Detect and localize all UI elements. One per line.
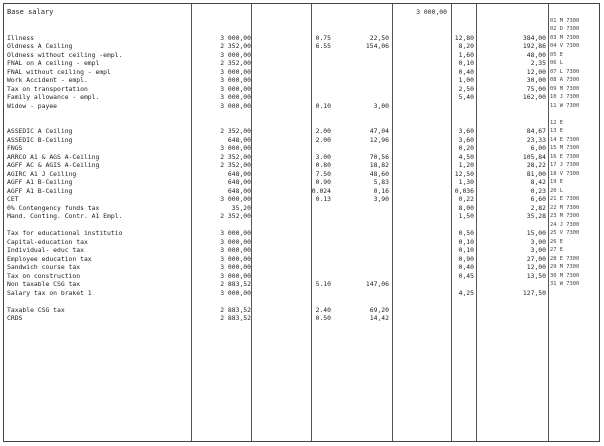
row-employer-rate: 0,10 (458, 59, 474, 67)
row-label: Widow - payee (7, 101, 58, 110)
row-employer-rate: 0,036 (454, 186, 474, 195)
row-employee-rate: 0.024 (311, 186, 331, 195)
row-employer-amount: 28,22 (526, 161, 546, 169)
row-label: Tax on transportation (7, 84, 88, 93)
row-code: 23 M 7300 (550, 213, 580, 219)
row-code: 29 M 7300 (550, 264, 580, 270)
row-employer-amount: 81,00 (526, 169, 546, 178)
row-employee-amount: 47,04 (369, 127, 389, 135)
row-base: 2 883,52 (220, 305, 251, 314)
row-base: 3 000,00 (220, 101, 251, 110)
row-employee-amount: 48,60 (369, 169, 389, 178)
row-employee-rate: 0.75 (315, 33, 331, 42)
row-base: 2 883,52 (220, 280, 251, 288)
row-employer-rate: 0,20 (458, 144, 474, 152)
row-base: 2 352,00 (220, 212, 251, 220)
row-employer-amount: 8,42 (530, 178, 546, 186)
row-label: Family allowance - empl. (7, 93, 100, 101)
row-employer-rate: 3,60 (458, 135, 474, 144)
row-employer-rate: 12,50 (454, 169, 474, 178)
row-code: 01 M 7300 (550, 17, 580, 24)
row-employer-rate: 1,30 (458, 178, 474, 186)
table-row (4, 314, 599, 323)
row-employer-rate: 1,00 (458, 76, 474, 84)
row-employee-rate: 0.80 (315, 161, 331, 169)
row-employee-rate: 2.00 (315, 127, 331, 135)
row-employee-amount: 5,83 (373, 178, 389, 186)
row-employee-amount: 70,56 (369, 152, 389, 161)
row-code: 25 V 7300 (550, 230, 580, 236)
row-code: 06 L (550, 60, 563, 66)
row-employer-rate: 1,50 (458, 212, 474, 220)
row-employer-amount: 162,00 (522, 93, 546, 101)
row-employer-rate: 4,50 (458, 152, 474, 161)
row-label: Taxable CSG tax (7, 305, 65, 314)
row-employer-rate: 2,50 (458, 84, 474, 93)
row-code: 05 E (550, 51, 563, 58)
row-employer-amount: 6,00 (530, 144, 546, 152)
row-code: 14 E 7300 (550, 136, 580, 143)
row-employer-amount: 6,60 (530, 195, 546, 203)
row-label: FNAL on A ceiling - empl (7, 59, 100, 67)
row-employee-rate: 2.40 (315, 305, 331, 314)
row-employer-amount: 35,28 (526, 212, 546, 220)
row-label: CET (7, 195, 19, 203)
row-label: ASSEDIC B-Ceiling (7, 135, 73, 144)
row-employer-amount: 13,50 (526, 271, 546, 280)
row-employer-rate: 1,20 (458, 161, 474, 169)
row-employer-amount: 127,50 (522, 288, 546, 297)
row-base: 2 352,00 (220, 127, 251, 135)
row-label: Tax on construction (7, 271, 81, 280)
row-code: 24 J 7300 (550, 221, 580, 228)
row-employer-rate: 0,90 (458, 254, 474, 263)
row-label: Salary tax on braket 1 (7, 288, 92, 297)
row-employer-amount: 3,00 (530, 246, 546, 254)
row-code: 31 W 7300 (550, 281, 580, 287)
row-label: Illness (7, 33, 34, 42)
row-gross-amount: 3 000,00 (416, 8, 447, 16)
row-employee-amount: 22,50 (369, 33, 389, 42)
row-employee-amount: 69,20 (369, 305, 389, 314)
row-employee-amount: 12,96 (369, 135, 389, 144)
row-code: 11 W 7300 (550, 102, 580, 109)
row-code: 27 E (550, 247, 563, 253)
row-label: Oldness A Ceiling (7, 42, 73, 50)
row-code: 04 V 7300 (550, 43, 580, 49)
row-label: Base salary (7, 8, 54, 16)
row-employee-rate: 0.13 (315, 195, 331, 203)
row-base: 3 000,00 (220, 229, 251, 237)
row-employee-amount: 14,42 (369, 314, 389, 322)
row-base: 3 000,00 (220, 271, 251, 280)
row-employer-rate: 0,40 (458, 263, 474, 271)
row-code: 20 L (550, 187, 563, 194)
row-code: 13 E (550, 128, 563, 134)
row-base: 3 000,00 (220, 254, 251, 263)
row-employer-amount: 30,00 (526, 76, 546, 84)
row-base: 2 352,00 (220, 161, 251, 169)
row-employee-amount: 3,90 (373, 195, 389, 203)
row-code: 03 M 7300 (550, 34, 580, 41)
row-label: FNAL without ceiling - empl (7, 67, 111, 76)
row-employer-rate: 4,25 (458, 288, 474, 297)
row-employer-rate: 8,00 (458, 203, 474, 212)
row-base: 648,00 (227, 135, 251, 144)
row-code: 28 E 7300 (550, 255, 580, 262)
row-code: 22 M 7300 (550, 204, 580, 211)
row-employer-amount: 15,00 (526, 229, 546, 237)
row-employer-rate: 1,60 (458, 50, 474, 59)
row-employer-amount: 3,00 (530, 237, 546, 246)
row-code: 07 L 7300 (550, 68, 580, 75)
row-employer-amount: 27,00 (526, 254, 546, 263)
row-base: 3 000,00 (220, 84, 251, 93)
row-employer-rate: 8,20 (458, 42, 474, 50)
row-label: AGFF AC & AGIS A-Ceiling (7, 161, 100, 169)
row-employee-rate: 6.55 (315, 42, 331, 50)
row-base: 3 000,00 (220, 237, 251, 246)
row-base: 2 352,00 (220, 59, 251, 67)
row-employer-amount: 192,86 (522, 42, 546, 50)
row-base: 2 352,00 (220, 152, 251, 161)
row-code: 21 E 7300 (550, 196, 580, 202)
row-label: 0% Contengency funds tax (7, 203, 100, 212)
row-employee-amount: 3,00 (373, 101, 389, 110)
row-employer-rate: 0,45 (458, 271, 474, 280)
row-base: 648,00 (227, 178, 251, 186)
row-base: 3 000,00 (220, 76, 251, 84)
row-employer-amount: 2,35 (530, 59, 546, 67)
row-employee-amount: 147,06 (365, 280, 389, 288)
row-code: 09 M 7300 (550, 85, 580, 92)
row-employer-amount: 23,33 (526, 135, 546, 144)
row-base: 3 000,00 (220, 288, 251, 297)
row-code: 02 D 7300 (550, 26, 580, 32)
row-label: Sandwich course tax (7, 263, 81, 271)
row-label: CRDS (7, 314, 23, 322)
row-label: Work Accident - empl. (7, 76, 88, 84)
row-base: 2 352,00 (220, 42, 251, 50)
row-code: 12 E (550, 119, 563, 126)
row-base: 3 000,00 (220, 263, 251, 271)
row-base: 3 000,00 (220, 246, 251, 254)
row-base: 35,20 (231, 203, 251, 212)
payslip-sheet (3, 3, 600, 442)
row-employee-rate: 7.50 (315, 169, 331, 178)
row-employee-rate: 2.00 (315, 135, 331, 144)
row-base: 648,00 (227, 186, 251, 195)
row-employer-rate: 0,10 (458, 246, 474, 254)
row-employer-amount: 75,00 (526, 84, 546, 93)
row-employer-amount: 2,82 (530, 203, 546, 212)
row-base: 3 000,00 (220, 33, 251, 42)
row-employer-amount: 105,84 (522, 152, 546, 161)
row-code: 15 M 7300 (550, 145, 580, 151)
row-employee-amount: 18,82 (369, 161, 389, 169)
row-employee-rate: 0.10 (315, 101, 331, 110)
row-employer-rate: 3,60 (458, 127, 474, 135)
row-base: 3 000,00 (220, 67, 251, 76)
row-employee-amount: 154,06 (365, 42, 389, 50)
row-code: 17 J 7300 (550, 162, 580, 168)
row-code: 16 E 7300 (550, 153, 580, 160)
row-employer-amount: 84,67 (526, 127, 546, 135)
row-base: 3 000,00 (220, 195, 251, 203)
row-base: 648,00 (227, 169, 251, 178)
row-label: AGFF A1 B-Ceiling (7, 186, 73, 195)
row-label: ARRCO A1 & AGS A-Ceiling (7, 152, 100, 161)
row-employer-amount: 384,00 (522, 33, 546, 42)
row-employer-amount: 48,00 (526, 50, 546, 59)
row-label: AGFF A1 B-Ceiling (7, 178, 73, 186)
row-label: Individual- educ tax (7, 246, 84, 254)
row-code: 10 J 7300 (550, 94, 580, 100)
row-base: 2 883,52 (220, 314, 251, 322)
row-base: 3 000,00 (220, 144, 251, 152)
row-code: 18 V 7300 (550, 170, 580, 177)
row-code: 08 A 7300 (550, 77, 580, 83)
row-employee-rate: 5.10 (315, 280, 331, 288)
row-employee-rate: 3.00 (315, 152, 331, 161)
row-label: ASSEDIC A Ceiling (7, 127, 73, 135)
row-label: Capital-education tax (7, 237, 88, 246)
row-label: FNGS (7, 144, 23, 152)
row-employer-rate: 12,80 (454, 33, 474, 42)
row-employer-amount: 12,00 (526, 263, 546, 271)
row-code: 26 E (550, 238, 563, 245)
row-employer-rate: 5,40 (458, 93, 474, 101)
row-label: Mand. Conting. Contr. A1 Empl. (7, 212, 123, 220)
row-base: 3 000,00 (220, 50, 251, 59)
row-label: Employee education tax (7, 254, 92, 263)
row-code: 30 M 7300 (550, 272, 580, 279)
row-employee-rate: 0.90 (315, 178, 331, 186)
row-label: Tax for educational institutio (7, 229, 123, 237)
row-label: AGIRC A1 J Ceiling (7, 169, 77, 178)
row-code: 19 E (550, 179, 563, 185)
row-employer-rate: 0,40 (458, 67, 474, 76)
row-employer-rate: 0,22 (458, 195, 474, 203)
row-employer-rate: 0,50 (458, 229, 474, 237)
row-employer-amount: 12,00 (526, 67, 546, 76)
row-employee-amount: 0,16 (373, 186, 389, 195)
row-employer-amount: 0,23 (530, 186, 546, 195)
row-label: Non taxable CSG tax (7, 280, 81, 288)
row-employee-rate: 0.50 (315, 314, 331, 322)
row-base: 3 000,00 (220, 93, 251, 101)
row-label: Oldness without ceiling -empl. (7, 50, 123, 59)
row-employer-rate: 0,10 (458, 237, 474, 246)
